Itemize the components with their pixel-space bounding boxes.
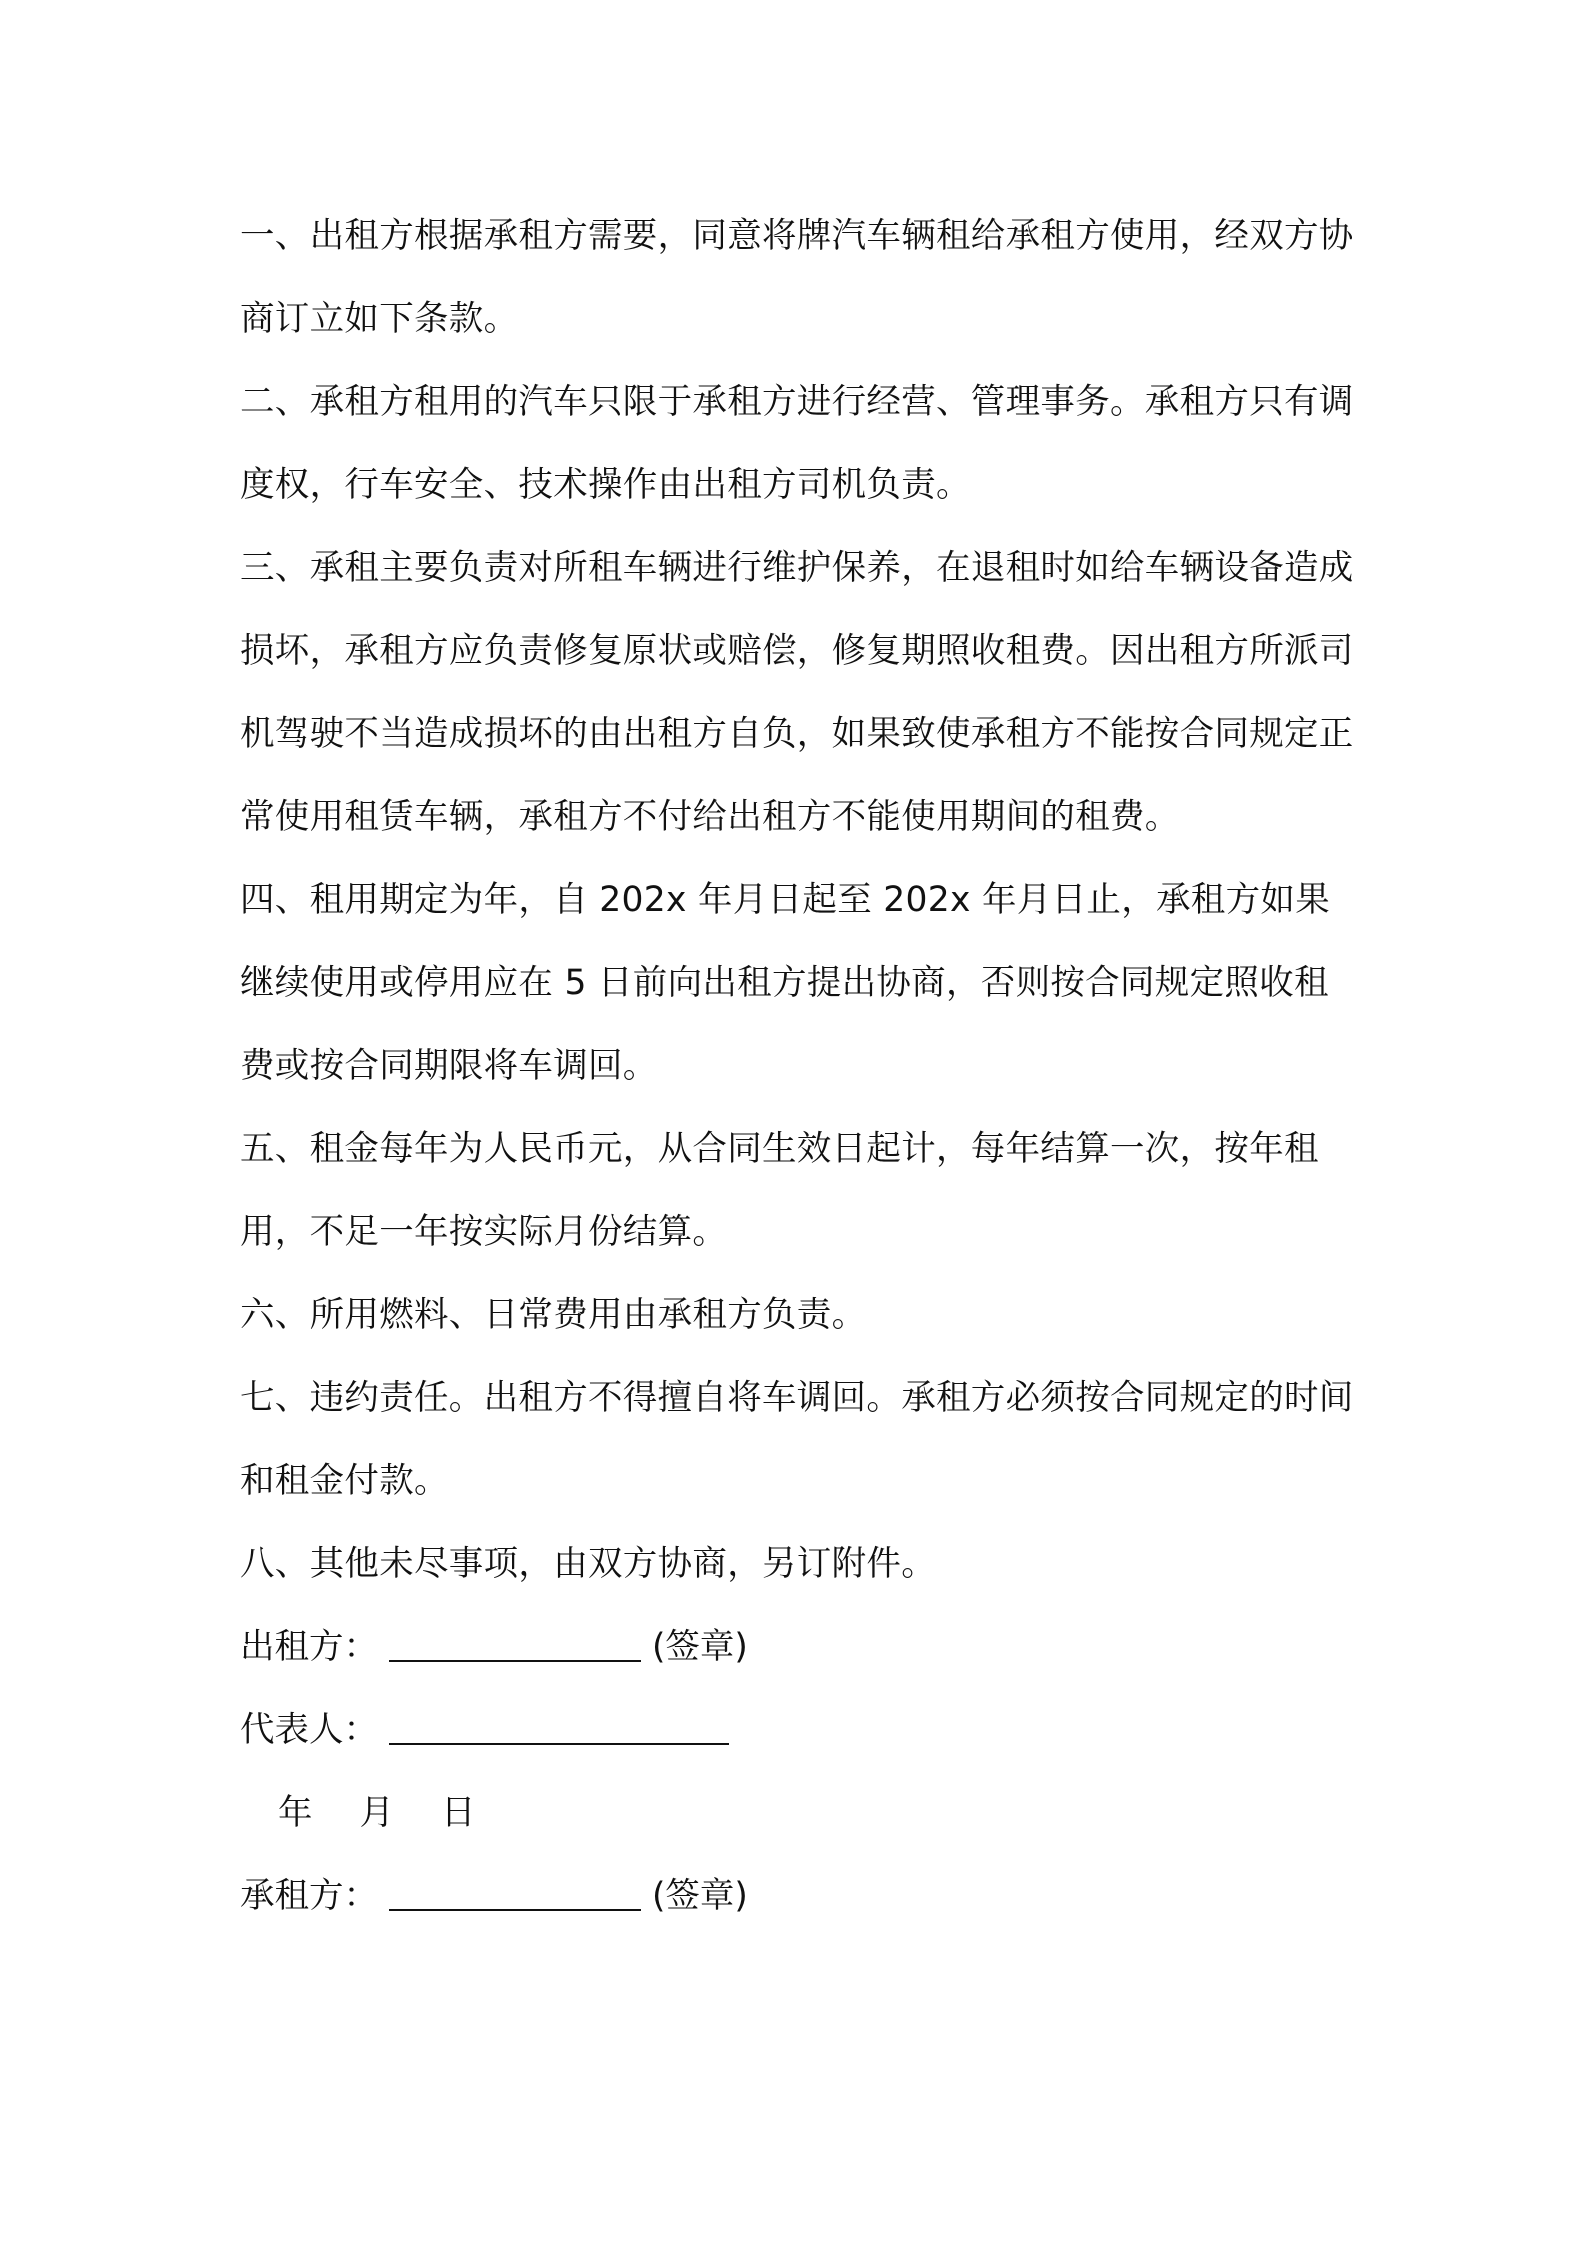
lessee-seal-label: (签章) — [651, 1876, 748, 1916]
clause-6: 六、所用燃料、日常费用由承租方负责。 — [240, 1295, 867, 1335]
clause-5: 五、租金每年为人民币元，从合同生效日起计，每年结算一次，按年租用，不足一年按实际月份结算。 — [240, 1129, 1319, 1252]
representative-signature-blank[interactable] — [389, 1711, 729, 1745]
representative-label: 代表人： — [240, 1710, 378, 1750]
signature-date-line — [240, 1772, 1360, 1855]
clause-1: 一、出租方根据承租方需要，同意将牌汽车辆租给承租方使用，经双方协商订立如下条款。 — [240, 216, 1354, 339]
lessee-label: 承租方： — [240, 1876, 378, 1916]
clause-2: 二、承租方租用的汽车只限于承租方进行经营、管理事务。承租方只有调度权，行车安全、技术操作由出租方司机负责。 — [240, 382, 1354, 505]
date-year: 年 — [278, 1793, 313, 1833]
date-day: 日 — [440, 1793, 476, 1833]
lessor-signature-line — [240, 1606, 1360, 1689]
lessee-signature-blank[interactable] — [389, 1877, 641, 1911]
lessor-signature-blank[interactable] — [389, 1628, 641, 1662]
contract-body — [240, 195, 1360, 1938]
clause-4: 四、租用期定为年，自 202x 年月日起至 202x 年月日止，承租方如果继续使用或停用应在 5 日前向出租方提出协商，否则按合同规定照收租费或按合同期限将车调回。 — [240, 880, 1330, 1086]
lessor-seal-label: (签章) — [651, 1627, 748, 1667]
lessee-signature-line — [240, 1855, 1360, 1938]
clause-7: 七、违约责任。出租方不得擅自将车调回。承租方必须按合同规定的时间和租金付款。 — [240, 1378, 1354, 1501]
clause-3: 三、承租主要负责对所租车辆进行维护保养，在退租时如给车辆设备造成损坏，承租方应负责修复原状或赔偿，修复期照收租费。因出租方所派司机驾驶不当造成损坏的由出租方自负，如果致使承租方不能按合同规定正常使用租赁车辆，承租方不付给出租方不能使用期间的租费。 — [240, 548, 1354, 837]
clause-8: 八、其他未尽事项，由双方协商，另订附件。 — [240, 1544, 936, 1584]
date-month: 月 — [359, 1793, 394, 1833]
lessor-label: 出租方： — [240, 1627, 378, 1667]
representative-signature-line — [240, 1689, 1360, 1772]
